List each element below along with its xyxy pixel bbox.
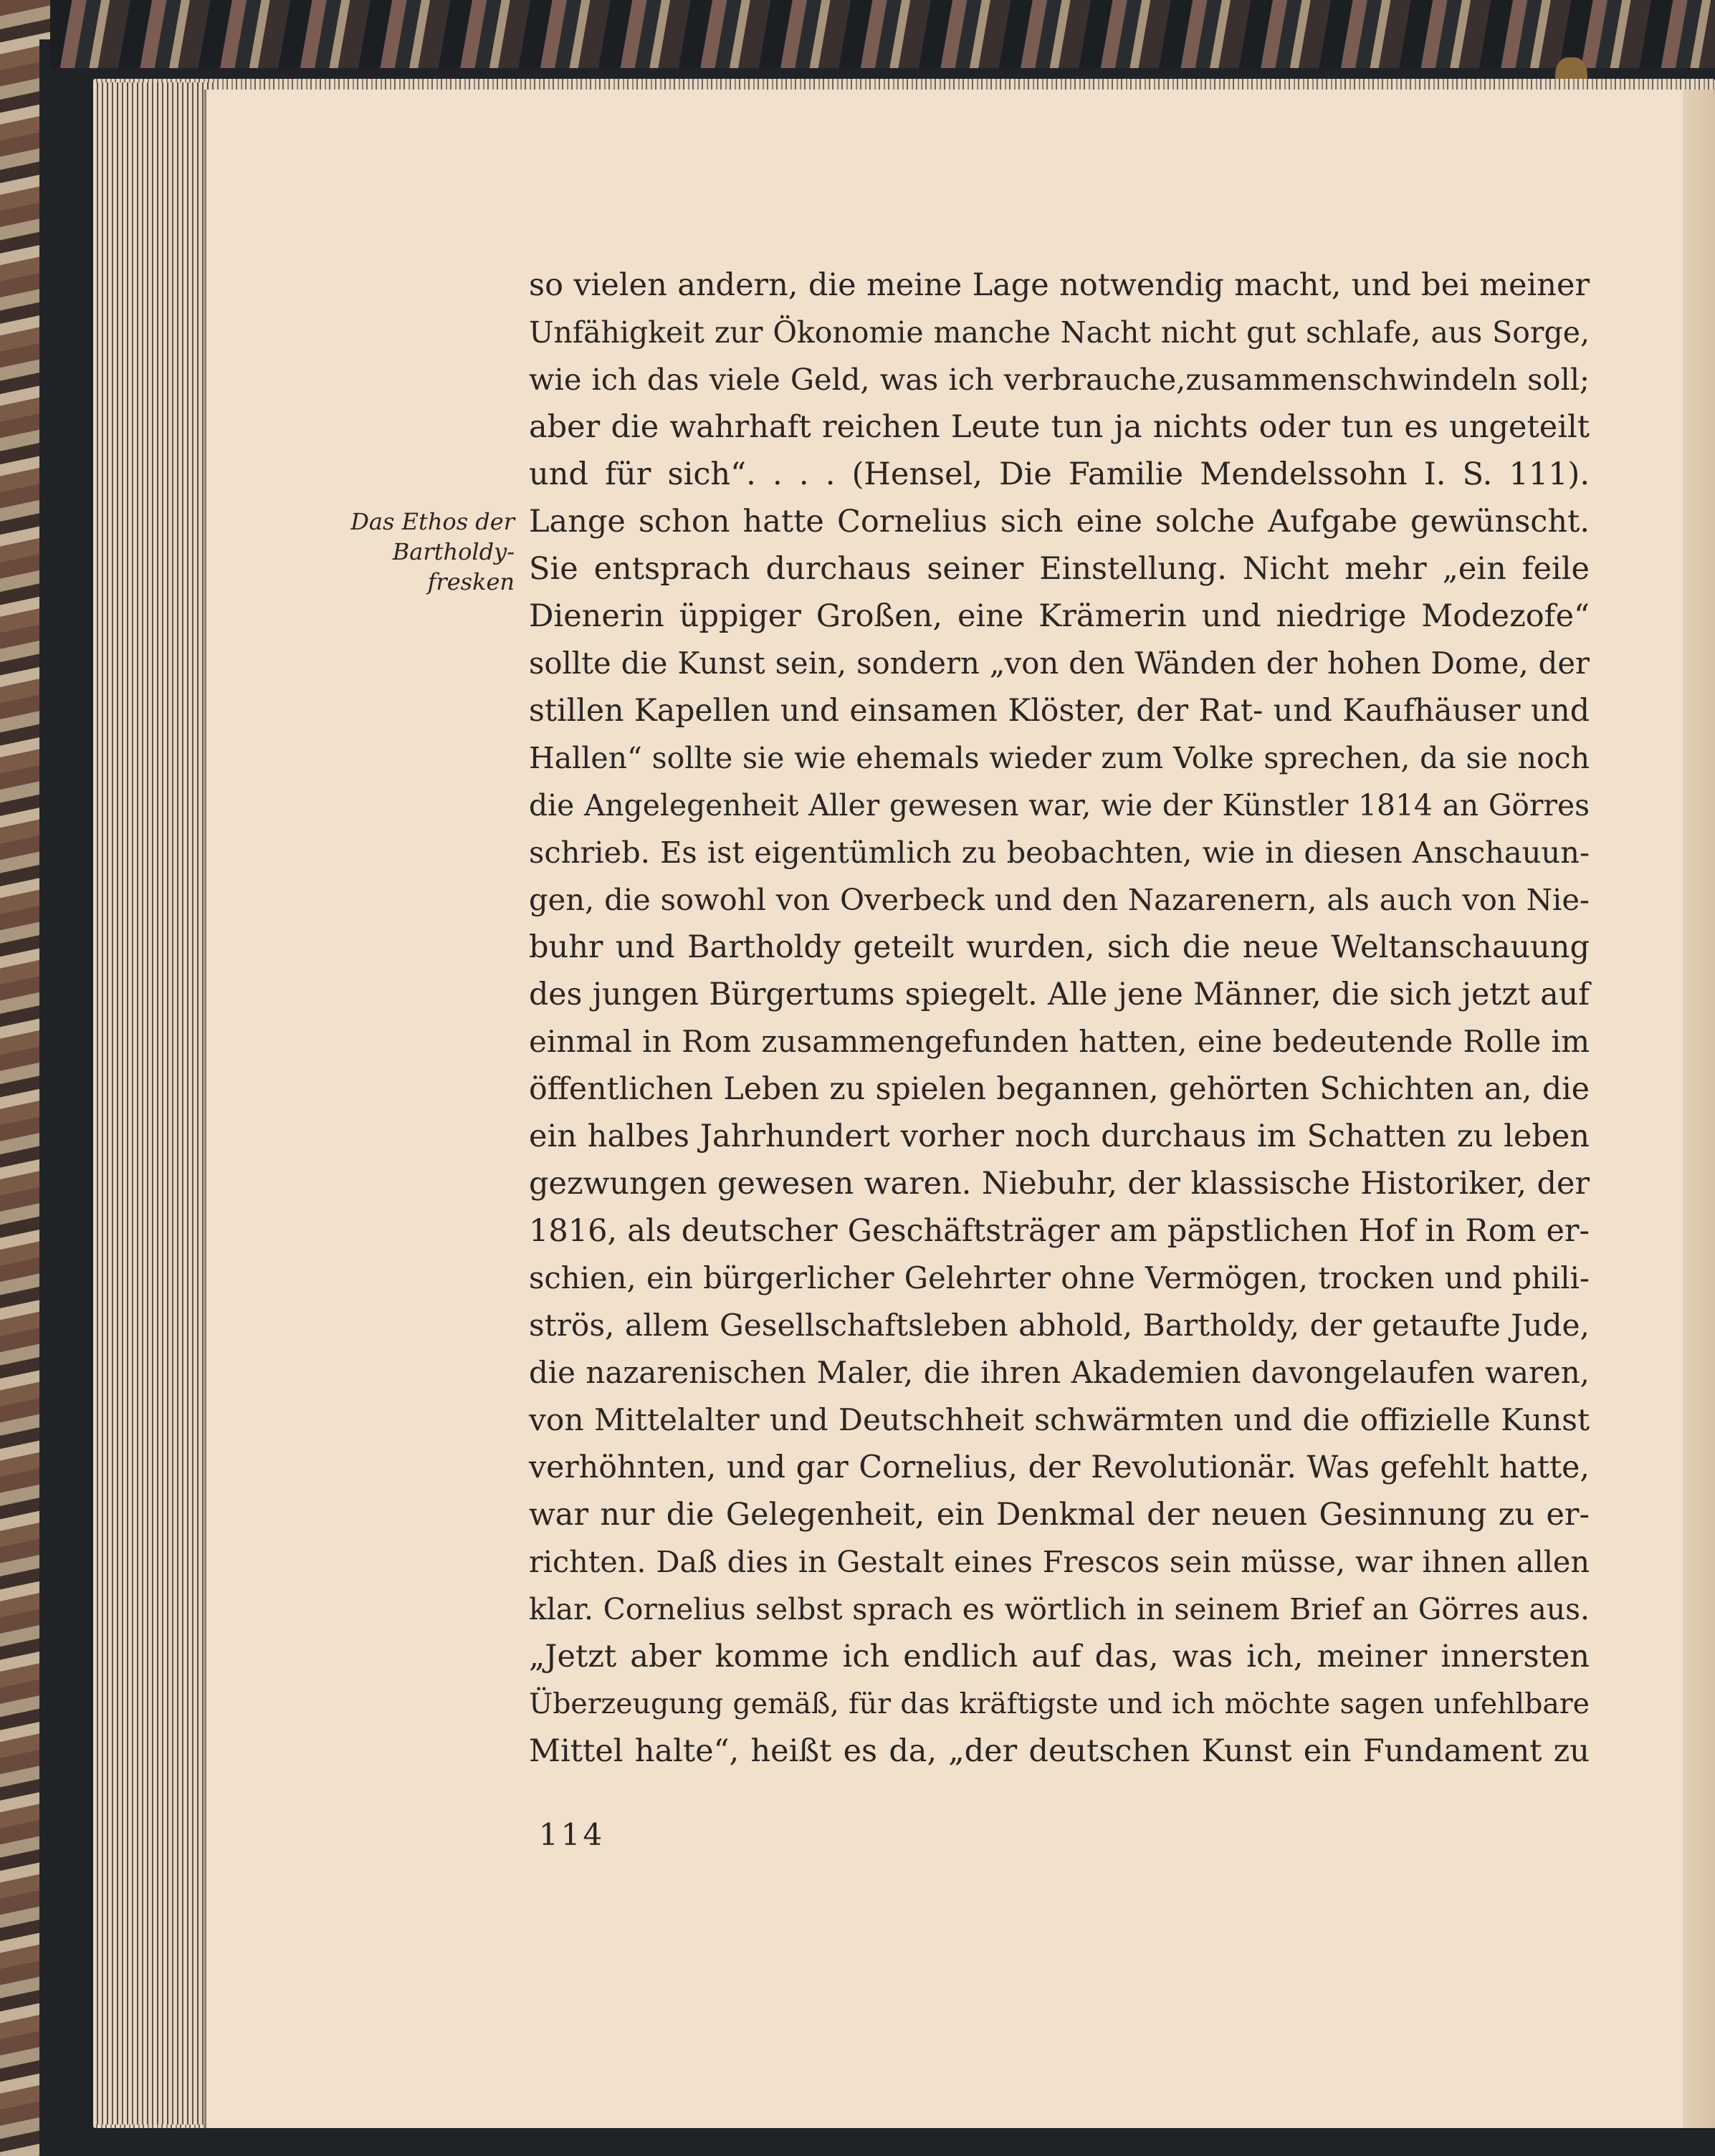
text-line: von Mittelalter und Deutschheit schwärmten und die offizielle Kunst bbox=[529, 1402, 1590, 1437]
text-line: gen, die sowohl von Overbeck und den Nazarenern, als auch von Nie- bbox=[529, 882, 1590, 917]
margin-heading-line: Das Ethos der bbox=[350, 508, 515, 535]
text-line: Hallen“ sollte sie wie ehemals wieder zum Volke sprechen, da sie noch bbox=[529, 741, 1590, 775]
text-line: so vielen andern, die meine Lage notwendig macht, und bei meiner bbox=[529, 267, 1590, 303]
text-line: die nazarenischen Maler, die ihren Akademien davongelaufen waren, bbox=[529, 1355, 1590, 1390]
text-line: Dienerin üppiger Großen, eine Krämerin und niedrige Modezofe“ bbox=[529, 598, 1590, 634]
text-line: buhr und Bartholdy geteilt wurden, sich die neue Weltanschauung bbox=[529, 929, 1590, 965]
text-line: wie ich das viele Geld, was ich verbrauche,zusammenschwindeln soll; bbox=[529, 362, 1590, 397]
text-line: Lange schon hatte Cornelius sich eine solche Aufgabe gewünscht. bbox=[529, 504, 1590, 540]
margin-heading-line: Bartholdy- bbox=[392, 538, 515, 565]
text-line: schrieb. Es ist eigentümlich zu beobachten, wie in diesen Anschauun- bbox=[529, 835, 1590, 870]
marbled-cover-top bbox=[50, 0, 1715, 68]
text-line: Unfähigkeit zur Ökonomie manche Nacht nicht gut schlafe, aus Sorge, bbox=[529, 315, 1590, 350]
text-line: verhöhnten, und gar Cornelius, der Revolutionär. Was gefehlt hatte, bbox=[529, 1450, 1590, 1485]
page-number: 114 bbox=[539, 1817, 606, 1852]
text-line: sollte die Kunst sein, sondern „von den Wänden der hohen Dome, der bbox=[529, 646, 1590, 681]
text-line: gezwungen gewesen waren. Niebuhr, der klassische Historiker, der bbox=[529, 1166, 1590, 1202]
text-line: ein halbes Jahrhundert vorher noch durchaus im Schatten zu leben bbox=[529, 1118, 1590, 1154]
text-line: Sie entsprach durchaus seiner Einstellung. Nicht mehr „ein feile bbox=[529, 551, 1590, 587]
text-line: Mittel halte“, heißt es da, „der deutschen Kunst ein Fundament zu bbox=[529, 1733, 1590, 1769]
page-stack-left bbox=[93, 82, 215, 2124]
text-line: die Angelegenheit Aller gewesen war, wie der Künstler 1814 an Görres bbox=[529, 788, 1590, 823]
body-text bbox=[529, 262, 1590, 1775]
text-line: schien, ein bürgerlicher Gelehrter ohne Vermögen, trocken und phili- bbox=[529, 1260, 1590, 1295]
text-line: „Jetzt aber komme ich endlich auf das, was ich, meiner innersten bbox=[529, 1639, 1590, 1675]
text-line: des jungen Bürgertums spiegelt. Alle jene Männer, die sich jetzt auf bbox=[529, 977, 1590, 1012]
text-line: einmal in Rom zusammengefunden hatten, eine bedeutende Rolle im bbox=[529, 1024, 1590, 1059]
text-line: klar. Cornelius selbst sprach es wörtlich in seinem Brief an Görres aus. bbox=[529, 1592, 1590, 1626]
text-line: aber die wahrhaft reichen Leute tun ja nichts oder tun es ungeteilt bbox=[529, 409, 1590, 445]
text-line: stillen Kapellen und einsamen Klöster, der Rat- und Kaufhäuser und bbox=[529, 693, 1590, 729]
text-line: war nur die Gelegenheit, ein Denkmal der neuen Gesinnung zu er- bbox=[529, 1497, 1590, 1533]
margin-heading bbox=[337, 507, 515, 597]
text-line: richten. Daß dies in Gestalt eines Frescos sein müsse, war ihnen allen bbox=[529, 1545, 1590, 1579]
text-line: 1816, als deutscher Geschäftsträger am päpstlichen Hof in Rom er- bbox=[529, 1213, 1590, 1249]
margin-heading-line: fresken bbox=[427, 568, 515, 595]
text-line: Überzeugung gemäß, für das kräftigste und ich möchte sagen unfehlbare bbox=[529, 1687, 1590, 1720]
text-line: und für sich“. . . . (Hensel, Die Familie Mendelssohn I. S. 111). bbox=[529, 456, 1590, 492]
text-line: öffentlichen Leben zu spielen begannen, gehörten Schichten an, die bbox=[529, 1071, 1590, 1107]
text-line: strös, allem Gesellschaftsleben abhold, Bartholdy, der getaufte Jude, bbox=[529, 1308, 1590, 1343]
